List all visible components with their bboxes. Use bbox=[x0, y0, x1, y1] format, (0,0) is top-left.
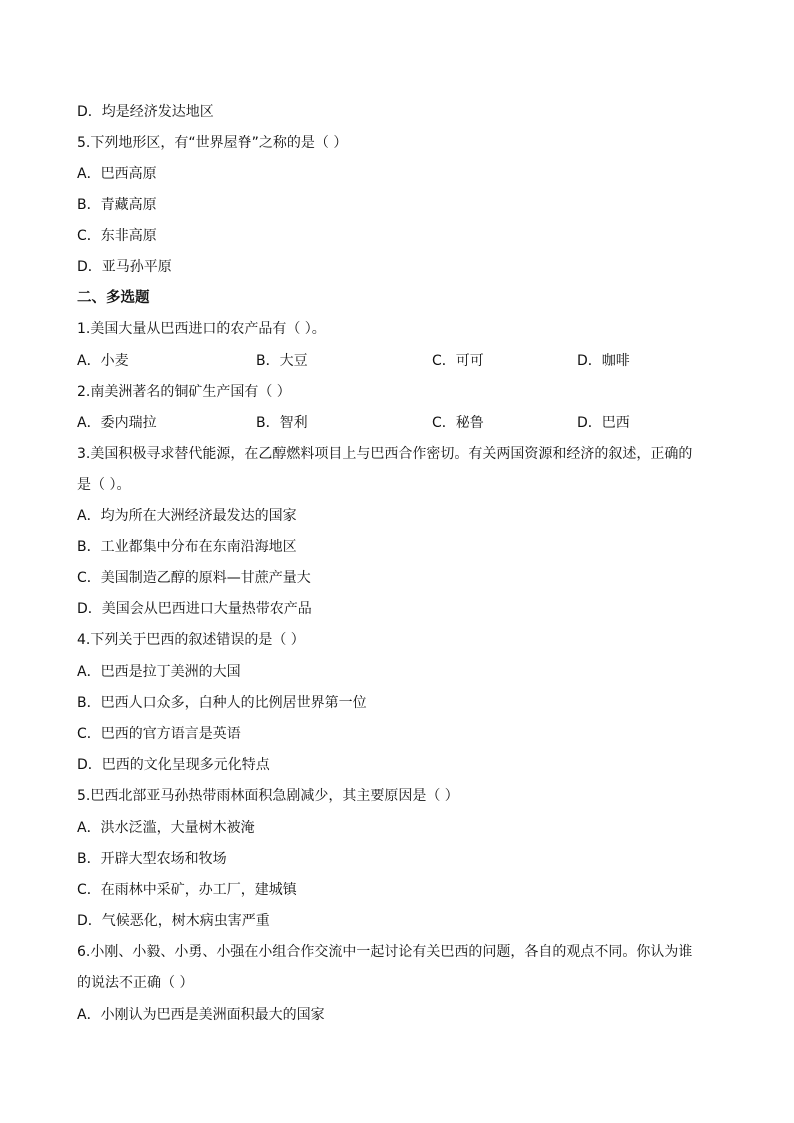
m1-stem: 1.美国大量从巴西进口的农产品有（ ）。 bbox=[77, 321, 326, 337]
m6-stem-line1: 6.小刚、小毅、小勇、小强在小组合作交流中一起讨论有关巴西的问题，各自的观点不同。你认为谁 bbox=[77, 944, 693, 960]
q5-option-c: C．东非高原 bbox=[77, 228, 157, 244]
m2-option-a: A．委内瑞拉 bbox=[77, 415, 157, 431]
m3-stem-line1: 3.美国积极寻求替代能源，在乙醇燃料项目上与巴西合作密切。有关两国资源和经济的叙述，正确的 bbox=[77, 446, 693, 462]
q5-option-d: D．亚马孙平原 bbox=[77, 259, 172, 275]
section-title-multiple-choice: 二、多选题 bbox=[77, 290, 150, 306]
m1-option-c: C．可可 bbox=[432, 353, 484, 369]
m4-option-b: B．巴西人口众多，白种人的比例居世界第一位 bbox=[77, 695, 367, 711]
prev-question-option-d: D．均是经济发达地区 bbox=[77, 104, 214, 120]
m4-option-a: A．巴西是拉丁美洲的大国 bbox=[77, 664, 241, 680]
q5-option-a: A．巴西高原 bbox=[77, 166, 157, 182]
m4-option-d: D．巴西的文化呈现多元化特点 bbox=[77, 757, 270, 773]
q5-option-b: B．青藏高原 bbox=[77, 197, 157, 213]
m6-stem-line2: 的说法不正确（ ） bbox=[77, 975, 194, 991]
m5-option-a: A．洪水泛滥，大量树木被淹 bbox=[77, 820, 255, 836]
m1-option-a: A．小麦 bbox=[77, 353, 129, 369]
m3-option-c: C．美国制造乙醇的原料—甘蔗产量大 bbox=[77, 570, 311, 586]
m5-stem: 5.巴西北部亚马孙热带雨林面积急剧减少，其主要原因是（ ） bbox=[77, 788, 459, 804]
m2-option-d: D．巴西 bbox=[577, 415, 630, 431]
m1-option-b: B．大豆 bbox=[256, 353, 308, 369]
m2-option-c: C．秘鲁 bbox=[432, 415, 484, 431]
m3-stem-line2: 是（ ）。 bbox=[77, 477, 131, 493]
m5-option-c: C．在雨林中采矿，办工厂，建城镇 bbox=[77, 882, 297, 898]
m4-stem: 4.下列关于巴西的叙述错误的是（ ） bbox=[77, 632, 305, 648]
m5-option-b: B．开辟大型农场和牧场 bbox=[77, 851, 227, 867]
m6-option-a: A．小刚认为巴西是美洲面积最大的国家 bbox=[77, 1007, 325, 1023]
m2-stem: 2.南美洲著名的铜矿生产国有（ ） bbox=[77, 384, 291, 400]
m1-option-d: D．咖啡 bbox=[577, 353, 630, 369]
q5-stem: 5.下列地形区，有“世界屋脊”之称的是（ ） bbox=[77, 135, 348, 151]
m3-option-d: D．美国会从巴西进口大量热带农产品 bbox=[77, 601, 312, 617]
m3-option-a: A．均为所在大洲经济最发达的国家 bbox=[77, 508, 297, 524]
m4-option-c: C．巴西的官方语言是英语 bbox=[77, 726, 241, 742]
m2-option-b: B．智利 bbox=[256, 415, 308, 431]
m3-option-b: B．工业都集中分布在东南沿海地区 bbox=[77, 539, 297, 555]
m5-option-d: D．气候恶化，树木病虫害严重 bbox=[77, 913, 270, 929]
